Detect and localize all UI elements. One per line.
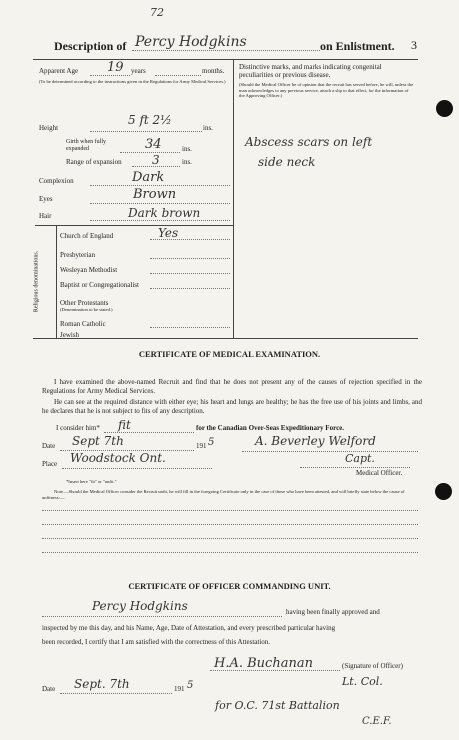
commanding-date-line (60, 693, 172, 694)
place-label: Place (42, 460, 58, 468)
place-value: Woodstock Ont. (70, 451, 166, 465)
religion-label: Church of England (60, 232, 114, 240)
hair-label: Hair (39, 212, 52, 220)
girth-label: Girth when fully expanded (66, 139, 106, 152)
medical-signature: A. Beverley Welford (255, 434, 376, 448)
years-label: years (131, 67, 146, 75)
commanding-line2: inspected by me this day, and his Name, Age, Date of Attestation, and every prescribed particular having (42, 624, 336, 632)
marks-entry-line1: Abscess scars on left (245, 135, 373, 149)
range-label: Range of expansion (66, 158, 122, 166)
commanding-sig-label: (Signature of Officer) (342, 662, 403, 670)
religion-dotted-line (150, 258, 230, 259)
range-dotted-line (132, 166, 180, 167)
religion-dotted-line (150, 288, 230, 289)
religion-dotted-line (150, 273, 230, 274)
months-label: months. (202, 67, 225, 75)
commanding-year-label: 191 (174, 685, 185, 693)
months-dotted-line (155, 75, 201, 76)
commanding-date-label: Date (42, 685, 56, 693)
complexion-value: Dark (132, 170, 165, 185)
age-note: (To be determined according to the instructions given in the Regulations for Army Medical Services.) (39, 79, 226, 84)
religion-box-divider (56, 225, 57, 338)
religion-box-top (35, 225, 233, 226)
religion-dotted-line (150, 327, 230, 328)
unfit-line-4 (42, 552, 418, 553)
range-value: 3 (152, 153, 160, 167)
corner-mark: 72 (150, 6, 164, 19)
fit-dotted-line (104, 432, 194, 433)
commanding-heading: CERTIFICATE OF OFFICER COMMANDING UNIT. (128, 581, 331, 591)
title-right: on Enlistment. (320, 39, 395, 53)
medical-year-value: 5 (208, 437, 215, 448)
punch-hole-top (436, 100, 453, 117)
recruit-name: Percy Hodgkins (135, 34, 247, 50)
hair-value: Dark brown (128, 206, 201, 220)
commanding-unit-line1: for O.C. 71st Battalion (215, 699, 340, 712)
eyes-value: Brown (133, 187, 177, 202)
girth-unit: ins. (182, 145, 192, 153)
medical-officer-label: Medical Officer. (356, 469, 403, 477)
complexion-dotted-line (90, 185, 230, 186)
name-dotted-line (132, 50, 320, 51)
medical-para1: I have examined the above-named Recruit and find that he does not present any of the causes of rejection specified in the Regulations for Army Medical Services. (42, 378, 422, 395)
unfit-line-2 (42, 524, 418, 525)
corner-right: 3 (411, 38, 417, 52)
apparent-age-value: 19 (107, 60, 124, 75)
hair-dotted-line (90, 220, 230, 221)
medical-date-label: Date (42, 442, 56, 450)
height-unit: ins. (203, 124, 213, 132)
religion-mark: Yes (158, 226, 179, 240)
medical-heading: CERTIFICATE OF MEDICAL EXAMINATION. (138, 349, 321, 359)
medical-note: Note.—Should the Medical Officer consider the Recruit unfit, he will fill in the foregoing Certificate only in the case of those who have been attested, and will briefly state below the cause of unfitness:— (42, 489, 405, 500)
religion-label: Presbyterian (60, 251, 95, 259)
commanding-name-value: Percy Hodgkins (92, 599, 188, 613)
commanding-signature: H.A. Buchanan (214, 656, 313, 671)
girth-value: 34 (145, 137, 162, 152)
consider-tail: for the Canadian Over-Seas Expeditionary Force. (196, 424, 345, 432)
complexion-label: Complexion (39, 177, 74, 185)
apparent-age-label: Apparent Age (39, 67, 79, 75)
religion-label: Jewish (60, 331, 80, 339)
rank-dotted-line (300, 467, 410, 468)
religion-label: Roman Catholic (60, 320, 106, 328)
medical-para2: He can see at the required distance with either eye; his heart and lungs are healthy; he has the free use of his joints and limbs, and he declares that he is not subject to fits of any description. (42, 398, 422, 415)
religious-denominations-label: Religious denominations. (33, 250, 40, 313)
column-divider (233, 59, 234, 338)
medical-rank: Capt. (345, 452, 375, 465)
eyes-label: Eyes (39, 195, 53, 203)
commanding-rank: Lt. Col. (342, 675, 383, 688)
commanding-name-line (42, 616, 282, 617)
punch-hole-bottom (435, 483, 452, 500)
medical-date-value: Sept 7th (72, 434, 124, 448)
religion-label: (Denomination to be stated.) (60, 307, 113, 312)
commanding-line3: been recorded, I certify that I am satisfied with the correctness of this Attestation. (42, 638, 271, 646)
consider-label: I consider him* (56, 424, 100, 432)
girth-dotted-line (120, 152, 180, 153)
religion-label: Wesleyan Methodist (60, 266, 118, 274)
top-rule (33, 59, 418, 60)
commanding-year-value: 5 (187, 680, 194, 691)
commanding-unit-line2: C.E.F. (362, 716, 392, 727)
marks-heading: Distinctive marks, and marks indicating congenital peculiarities or previous disease. (239, 63, 382, 79)
unfit-line-1 (42, 510, 418, 511)
commanding-date-value: Sept. 7th (74, 677, 130, 691)
medical-year-label: 191 (196, 442, 207, 450)
title-left: Description of (54, 39, 127, 53)
range-unit: ins. (182, 158, 192, 166)
marks-entry-line2: side neck (258, 155, 316, 169)
height-value: 5 ft 2½ (128, 113, 172, 127)
marks-note: (Should the Medical Officer be of opinion that the recruit has served before, he will, unless the man acknowledges to any previous service, attach a slip to that effect, for the information of the Approving Officer.) (239, 82, 414, 98)
age-dotted-line (90, 75, 130, 76)
fit-value: fit (118, 418, 131, 432)
religion-label: Other Protestants (60, 299, 109, 307)
medical-signature-line (242, 451, 418, 452)
height-dotted-line (90, 131, 202, 132)
height-label: Height (39, 124, 59, 132)
unfit-line-3 (42, 538, 418, 539)
commanding-line1-tail: having been finally approved and (286, 608, 380, 616)
frame-bottom-rule (33, 338, 418, 339)
religion-label: Baptist or Congregationalist (60, 281, 139, 289)
place-dotted-line (62, 468, 212, 469)
commanding-signature-line (210, 670, 340, 671)
eyes-dotted-line (90, 203, 230, 204)
insert-note: *Insert here "fit" or "unfit." (66, 479, 117, 484)
